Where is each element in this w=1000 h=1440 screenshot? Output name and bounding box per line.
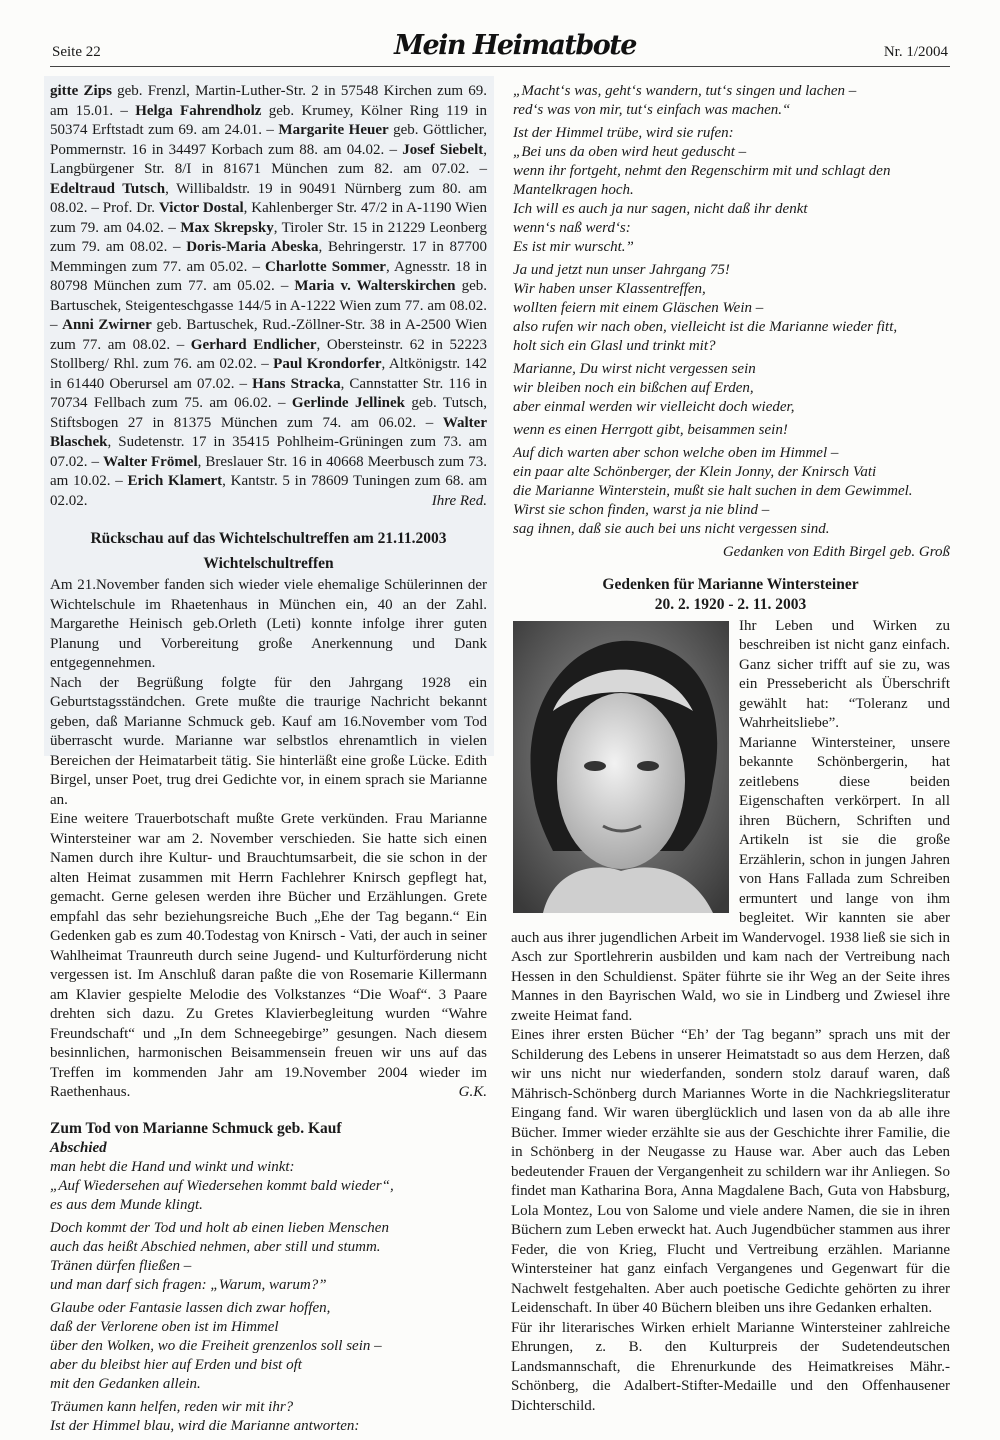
page-number: Seite 22 (52, 44, 101, 60)
poem-line: Tränen dürfen fließen – (50, 1257, 192, 1274)
wintersteiner-paragraph: Marianne Wintersteiner, unsere bekannte Schönbergerin, hat zeitlebens diese beiden Eigenschaften verkörpert. In all ihren Büchern, Schriften und Artikeln ist sie die große Erzählerin, schon in jungen Jahren von Hans Fallada zum Schreiben ermuntert und lange von ihm begleitet. Wir kannten sie aber auch aus ihrer jugendlichen Arbeit im Wandervogel. 1938 ließ sie sich in Asch zur Sportlehrerin ausbilden und kam nach der Vertreibung nach Hessen in den Schuldienst. Später führte sie ihr Weg an der Seite ihres Mannes in den Bayrischen Wald, wo sie in Lindberg und Zwiesel ihre zweite Heimat fand. (511, 734, 950, 1024)
poem-line: „Auf Wiedersehen auf Wiedersehen kommt bald wieder“, (50, 1177, 394, 1194)
birthday-details: , Cannstatter Str. 116 in 70734 Fellbach zum 75. am 06.02. – (50, 375, 488, 411)
poem-line: mit den Gedanken allein. (50, 1375, 201, 1392)
poem-stanza (50, 1158, 487, 1215)
birthday-list (50, 82, 487, 511)
birthday-details: , Willibaldstr. 19 in 90491 Nürnberg zum 80. am 08.02. – Prof. Dr. (50, 180, 488, 216)
birthday-details: , Breslauer Str. 16 in 40668 Meerbusch zum 73. am 10.02. – (50, 453, 487, 489)
poem-line: wenn es einen Herrgott gibt, beisammen sein! (513, 422, 788, 438)
left-column (50, 82, 487, 1440)
celebrant-name: Walter Frömel (103, 453, 198, 470)
birthday-details: , Sudetenstr. 17 in 35415 Pohlheim-Grüningen zum 73. am 07.02. – (50, 434, 487, 470)
poem-stanza (513, 124, 950, 257)
wintersteiner-dates: 20. 2. 1920 - 2. 11. 2003 (654, 595, 807, 613)
birthday-details: geb. Bartuschek, Rud.-Zöllner-Str. 38 in A-2500 Wien zum 77. am 08.02. – (50, 317, 488, 353)
celebrant-name: Edeltraud Tutsch (50, 180, 166, 197)
poem-line: wenn ihr fortgeht, nehmt den Regenschirm mit und schlagt den (513, 163, 891, 179)
poem-title: Abschied (50, 1139, 107, 1156)
celebrant-name: Josef Siebelt (402, 141, 484, 158)
poem-stanza (50, 1398, 487, 1436)
poem-line: also rufen wir nach oben, vielleicht ist die Marianne wieder fitt, (513, 319, 898, 335)
celebrant-name: gitte Zips (50, 83, 112, 99)
birthday-details: , Altkönigstr. 142 in 61440 Oberursel am 07.02. – (50, 356, 488, 392)
birthday-details: geb. Frenzl, Martin-Luther-Str. 2 in 57548 Kirchen zum 69. am 15.01. – (50, 83, 487, 119)
poem-line: „Macht‘s was, geht‘s wandern, tut‘s singen und lachen – (513, 83, 857, 99)
celebrant-name: Hans Stracka (252, 375, 341, 392)
poem-line: Wirst sie schon finden, warst ja nie blind – (513, 502, 770, 518)
wintersteiner-paragraph: Für ihr literarisches Wirken erhielt Marianne Wintersteiner zahlreiche Ehrungen, z. B. den Kulturpreis der Sudetendeutschen Landsmannschaft, die Ehrenurkunde des Heimatkreises Mähr.-Schönberg, die Adalbert-Stifter-Medaille und den Offenhausener Dichterschild. (511, 1319, 950, 1414)
birthday-details: , Langbürgener Str. 8/I in 81671 München zum 82. am 07.02. – (50, 141, 487, 177)
birthday-details: , Kahlenberger Str. 47/2 in A-1190 Wien zum 79. am 04.02. – (50, 200, 487, 236)
celebrant-name: Doris-Maria Abeska (186, 239, 319, 255)
poem-line: es aus dem Munde klingt. (50, 1196, 203, 1213)
birthday-details: , Kantstr. 5 in 78609 Tuningen zum 68. am 02.02. (50, 473, 487, 509)
poem-line: und man darf sich fragen: „Warum, warum?” (50, 1276, 327, 1293)
wichtel-headline: Rückschau auf das Wichtelschultreffen am 21.11.2003 (90, 530, 447, 547)
poem-line: daß der Verlorene oben ist im Himmel (50, 1318, 279, 1335)
wichtel-paragraph: Eine weitere Trauerbotschaft mußte Grete verkünden. Frau Marianne Wintersteiner war am 2. November verschieden. Sie hatte sich einen Namen durch ihre Kultur- und Brauchtumsarbeit, die sie schon in der alten Heimat zusammen mit Herrn Fachlehrer Knirsch gepflegt hat, gemacht. Gerne gelesen werden ihre Bücher und Erzählungen. Grete empfahl das sehr beziehungsreiche Buch „Ehe der Tag begann.“ Ein Gedenken gab es zum 40.Todestag von Knirsch - Vati, der auch in seiner Wahlheimat Traunreuth durch seine Jugend- und Kulturförderung nicht vergessen ist. Im Anschluß daran paßte die von Rosemarie Killermann am Klavier gespielte Melodie des Volkstanzes “Die Woaf“. 3 Paare drehten sich dazu. Zu Gretes Klavierbegleitung wurden “Wahre Freundschaft“ und „In dem Schneegebirge” gesungen. Nach diesem besinnlichen, harmonischen Beisammensein freuen wir uns auf das Treffen im kommenden Jahr am 19.November 2004 wieder im Raethenhaus. (50, 811, 487, 1100)
birthday-details: , Behringerstr. 17 in 87700 Memmingen zum 77. am 05.02. – (50, 239, 487, 275)
celebrant-name: Victor Dostal (158, 200, 244, 216)
birthday-details: , Obersteinstr. 62 in 52223 Stollberg/ Rhl. zum 76. am 02.02. – (50, 336, 488, 372)
birthday-details: geb. Tutsch, Stiftsbogen 27 in 81375 München zum 74. am 06.02. – (50, 395, 487, 431)
poem-stanza (513, 360, 950, 417)
poem-line: Es ist mir wurscht.” (513, 239, 634, 255)
poem-line: sag ihnen, daß sie auch bei uns nicht vergessen sind. (513, 521, 830, 537)
poem-line: wenn‘s naß werd‘s: (513, 220, 631, 236)
poem-line: die Marianne Winterstein, mußt sie halt suchen in dem Gewimmel. (513, 483, 913, 499)
poem-line: man hebt die Hand und winkt und winkt: (50, 1158, 295, 1175)
poem-line: über den Wolken, wo die Freiheit grenzenlos soll sein – (50, 1337, 382, 1354)
poem-line: Marianne, Du wirst nicht vergessen sein (513, 361, 756, 377)
masthead-logo (394, 26, 636, 62)
poem-line: aber einmal werden wir vielleicht doch wieder, (513, 399, 795, 415)
poem-line: Ja und jetzt nun unser Jahrgang 75! (513, 262, 730, 278)
wintersteiner-headline: Gedenken für Marianne Wintersteiner (602, 575, 859, 593)
celebrant-name: Anni Zwirner (62, 317, 152, 333)
birthday-details: , Tiroler Str. 15 in 21229 Leonberg zum 79. am 08.02. – (50, 219, 487, 255)
poem-signature: Gedanken von Edith Birgel geb. Groß (722, 544, 950, 560)
wichtel-signature: G.K. (458, 1084, 487, 1100)
poem-line: holt sich ein Glasl und trinkt mit? (513, 338, 716, 354)
poem-stanza (513, 421, 950, 440)
abschied-poem (50, 1139, 487, 1436)
poem-line: Ich will es auch ja nur sagen, nicht daß ihr denkt (513, 201, 808, 217)
poem-line: red‘s was von mir, tut‘s einfach was machen.“ (513, 102, 791, 118)
celebrant-name: Maria v. Walterskirchen (294, 278, 456, 294)
poem-line: Träumen kann helfen, reden wir mit ihr? (50, 1398, 294, 1415)
birthday-details: geb. Göttlicher, Pommernstr. 16 in 34497 Korbach zum 88. am 04.02. – (50, 122, 487, 158)
birthday-signature: Ihre Red. (431, 492, 487, 509)
poem-line: aber du bleibst hier auf Erden und bist oft (50, 1356, 302, 1373)
svg-text:Mein Heimatbote: Mein Heimatbote (394, 30, 636, 61)
poem-stanza (513, 444, 950, 539)
celebrant-name: Paul Krondorfer (273, 356, 382, 372)
poem-stanza (50, 1219, 487, 1295)
celebrant-name: Gerlinde Jellinek (291, 395, 405, 411)
poem-line: Ist der Himmel trübe, wird sie rufen: (513, 125, 734, 141)
schmuck-headline: Zum Tod von Marianne Schmuck geb. Kauf (50, 1119, 342, 1137)
wichtel-paragraph: Nach der Begrüßung folgte für den Jahrgang 1928 ein Geburtstagsständchen. Grete mußte die traurige Nachricht bekannt geben, daß Marianne Schmuck geb. Kauf am 16.November vom Tod überrascht wurde. Marianne war selbstlos ehrenamtlich in vielen Bereichen der Heimatarbeit tätig. Sie hinterläßt eine große Lücke. Edith Birgel, unser Poet, trug drei Gedichte vor, in einem sprach sie Marianne an. (50, 674, 487, 808)
birthday-details: geb. Bartuschek, Steigenteschgasse 144/5 in A-1222 Wien zum 77. am 08.02. – (50, 278, 487, 333)
wintersteiner-paragraph: Ihr Leben und Wirken zu beschreiben ist nicht ganz einfach. Ganz sicher trifft auf sie zu, was ein Pressebericht als Überschrift gewählt hat: “Toleranz und Wahrheitsliebe”. (739, 617, 950, 731)
poem-stanza (513, 82, 950, 120)
birthday-details: geb. Krumey, Kölner Ring 119 in 50374 Erftstadt zum 69. am 24.01. – (50, 102, 488, 138)
celebrant-name: Helga Fahrendholz (135, 102, 262, 119)
wintersteiner-article (511, 617, 950, 1417)
poem-line: Mantelkragen hoch. (513, 182, 634, 198)
celebrant-name: Gerhard Endlicher (190, 336, 317, 353)
wintersteiner-paragraph: Eines ihrer ersten Bücher “Eh’ der Tag begann” sprach uns mit der Schilderung des Lebens in unserer Heimatstadt so aus dem Herzen, daß wir uns nicht nur wiederfanden, sondern stolz darauf waren, daß Mährisch-Schönberg durch Mariannes Worte in die Nachkriegsliteratur Eingang fand. Wir waren überglücklich und lasen von da ab alle ihre Bücher. Immer wieder erzählte sie aus der Geschichte ihrer Familie, die in Schönberg in der Neugasse zu Hause war. Aber auch das Leben bedeutender Frauen der Vergangenheit zu schildern war ihr Anliegen. So findet man Katharina Bora, Anna Magdalene Bach, Guta von Habsburg, Lola Montez, Lou von Salome und viele andere Namen, die sie in ihren Büchern zum Leben erweckt hat. Auch Jugendbücher stammen aus ihrer Feder, die von Krieg, Flucht und Vertreibung erzählen. Marianne Wintersteiner hat ganz einfach Vergangenes und Gegenwart für die Nachwelt festgehalten. Aber auch poetische Gedichte gehörten zu ihrer Leidenschaft. In über 40 Büchern bleiben uns ihre Gedanken erhalten. (511, 1027, 950, 1316)
celebrant-name: Max Skrepsky (180, 219, 274, 236)
portrait-photo (513, 621, 729, 913)
poem-line: wollten feiern mit einem Gläschen Wein – (513, 300, 764, 316)
poem-line: Auf dich warten aber schon welche oben im Himmel – (513, 445, 839, 461)
celebrant-name: Charlotte Sommer (265, 258, 386, 275)
poem-line: auch das heißt Abschied nehmen, aber still und stumm. (50, 1238, 381, 1255)
celebrant-name: Erich Klamert (127, 473, 223, 489)
poem-line: wir bleiben noch ein bißchen auf Erden, (513, 380, 754, 396)
poem-line: Glaube oder Fantasie lassen dich zwar hoffen, (50, 1299, 331, 1316)
poem-line: ein paar alte Schönberger, der Klein Jonny, der Knirsch Vati (513, 464, 877, 480)
poem-continued (513, 82, 950, 539)
poem-line: Wir haben unser Klassentreffen, (513, 281, 706, 297)
poem-stanza (50, 1299, 487, 1394)
poem-line: Doch kommt der Tod und holt ab einen lieben Menschen (50, 1219, 389, 1236)
wichtel-subheadline: Wichtelschultreffen (203, 555, 334, 572)
wichtel-paragraph: Am 21.November fanden sich wieder viele ehemalige Schülerinnen der Wichtelschule im Rhaetenhaus in München ein, 40 an der Zahl. Margarethe Heinisch geb.Orleth (Leti) konnte infolge ihrer guten Planung und Vorbereitung große Anerkennung und Dank entgegennehmen. (50, 577, 487, 671)
header-rule (50, 66, 950, 67)
poem-line: Ist der Himmel blau, wird die Marianne antworten: (50, 1417, 360, 1434)
birthday-details: , Agnesstr. 18 in 80798 München zum 77. am 05.02. – (50, 258, 488, 294)
celebrant-name: Walter Blaschek (50, 414, 487, 450)
issue-number: Nr. 1/2004 (883, 44, 948, 60)
poem-line: „Bei uns da oben wird heut geduscht – (513, 144, 747, 160)
right-column (511, 82, 950, 1416)
poem-stanza (513, 261, 950, 356)
celebrant-name: Margarite Heuer (278, 122, 389, 138)
